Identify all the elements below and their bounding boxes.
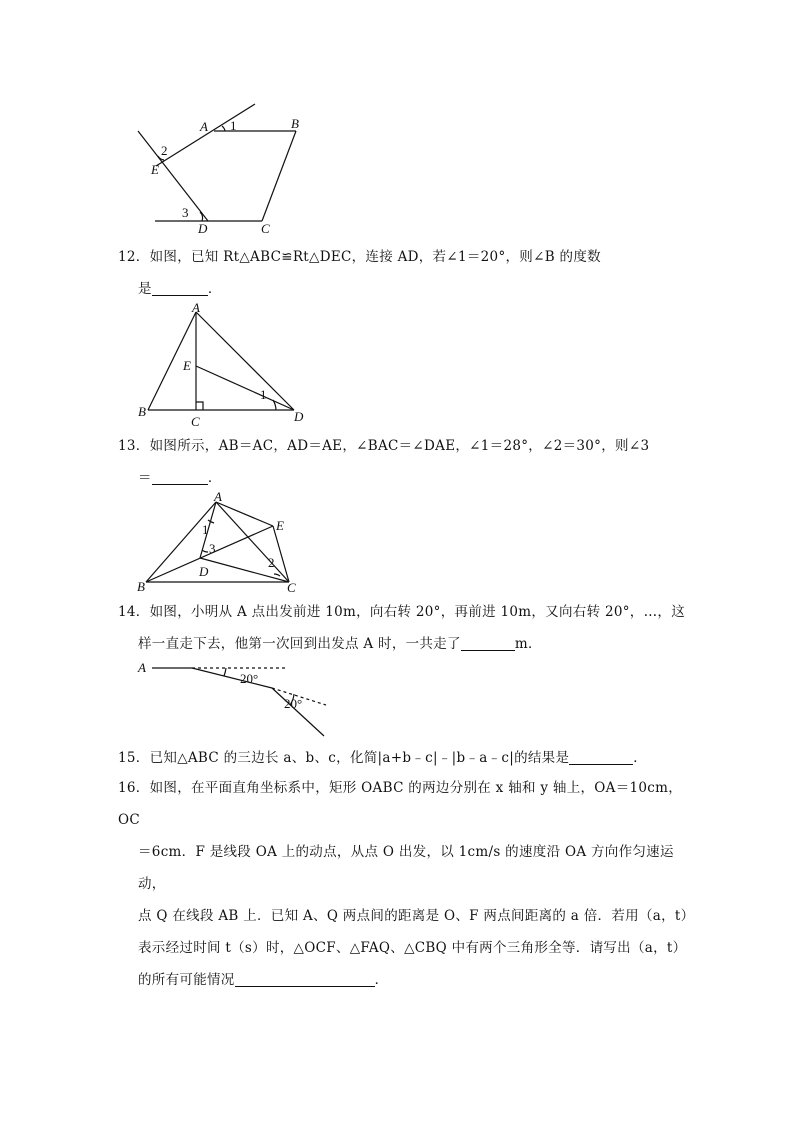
fig12-label-C: C	[191, 414, 200, 429]
fig13-label-angle3: 3	[209, 541, 216, 556]
question-number: 14．	[118, 604, 150, 620]
fig13-label-B: B	[137, 579, 145, 594]
answer-blank[interactable]	[461, 634, 515, 651]
figure-q13	[136, 490, 306, 598]
question-16	[118, 772, 695, 996]
fig11-label-D: D	[198, 221, 208, 236]
question-15	[118, 742, 688, 774]
figure-q14	[136, 658, 336, 738]
question-number: 13．	[118, 438, 150, 454]
fig14-label-angle-a: 20°	[240, 671, 259, 686]
figure-q12	[136, 300, 308, 432]
fig12-label-angle1: 1	[260, 387, 267, 402]
question-number: 16．	[118, 780, 150, 796]
question-text: 如图，小明从 A 点出发前进 10m，向右转 20°，再前进 10m，又向右转 20°，…，这	[149, 604, 686, 620]
question-12	[118, 241, 688, 305]
fig11-label-B: B	[291, 116, 299, 131]
question-text: ＝	[138, 470, 152, 486]
fig11-label-C: C	[261, 221, 270, 236]
fig11-label-angle3: 3	[182, 205, 189, 220]
fig12-label-E: E	[183, 358, 191, 373]
fig11-label-A: A	[200, 119, 208, 134]
question-text: ．	[207, 470, 222, 486]
answer-blank[interactable]	[569, 748, 633, 765]
fig12-label-B: B	[138, 404, 146, 419]
fig13-label-A: A	[214, 489, 222, 504]
answer-blank[interactable]	[152, 468, 208, 485]
fig12-label-A: A	[192, 300, 200, 315]
question-text: 样一直走下去，他第一次回到出发点 A 时，一共走了	[138, 636, 461, 652]
fig11-label-angle1: 1	[230, 118, 237, 133]
fig14-label-angle-b: 20°	[284, 696, 303, 711]
fig11-label-angle2: 2	[161, 143, 168, 158]
question-text: 表示经过时间 t（s）时，△OCF、△FAQ、△CBQ 中有两个三角形全等．请写出（a，t）	[138, 940, 687, 956]
question-text: 如图，已知 Rt△ABC≌Rt△DEC，连接 AD，若∠1＝20°，则∠B 的度数	[149, 249, 601, 265]
question-number: 12．	[118, 249, 150, 265]
question-text: ．	[633, 750, 648, 766]
question-text: 点 Q 在线段 AB 上．已知 A、Q 两点间的距离是 O、F 两点间距离的 a 倍．若用（a，t）	[138, 908, 695, 924]
answer-blank[interactable]	[152, 279, 208, 296]
fig13-label-C: C	[287, 580, 296, 595]
fig11-label-E: E	[151, 162, 159, 177]
fig13-label-D: D	[199, 564, 209, 579]
question-text: 是	[138, 281, 152, 297]
question-text: ＝6cm．F 是线段 OA 上的动点，从点 O 出发，以 1cm/s 的速度沿 OA 方向作匀速运动，	[138, 844, 674, 892]
question-text: m．	[514, 636, 542, 652]
question-text: ．	[207, 281, 222, 297]
question-text: 的所有可能情况	[138, 972, 235, 988]
question-text: 如图所示，AB＝AC，AD＝AE，∠BAC＝∠DAE，∠1＝28°，∠2＝30°，则∠3	[149, 438, 650, 454]
question-14	[118, 596, 688, 660]
answer-blank[interactable]	[235, 970, 375, 987]
fig13-label-angle2: 2	[268, 555, 275, 570]
question-text: 如图，在平面直角坐标系中，矩形 OABC 的两边分别在 x 轴和 y 轴上，OA＝10cm，OC	[118, 780, 683, 828]
question-text: ．	[374, 972, 389, 988]
question-13	[118, 430, 688, 494]
fig13-label-E: E	[276, 518, 284, 533]
question-number: 15．	[118, 750, 150, 766]
fig14-label-A: A	[138, 660, 146, 675]
fig12-label-D: D	[294, 409, 304, 424]
fig13-label-angle1: 1	[202, 522, 209, 537]
question-text: 已知△ABC 的三边长 a、b、c，化简|a+b﹣c|﹣|b﹣a﹣c|的结果是	[149, 750, 570, 766]
figure-q11	[130, 98, 320, 236]
